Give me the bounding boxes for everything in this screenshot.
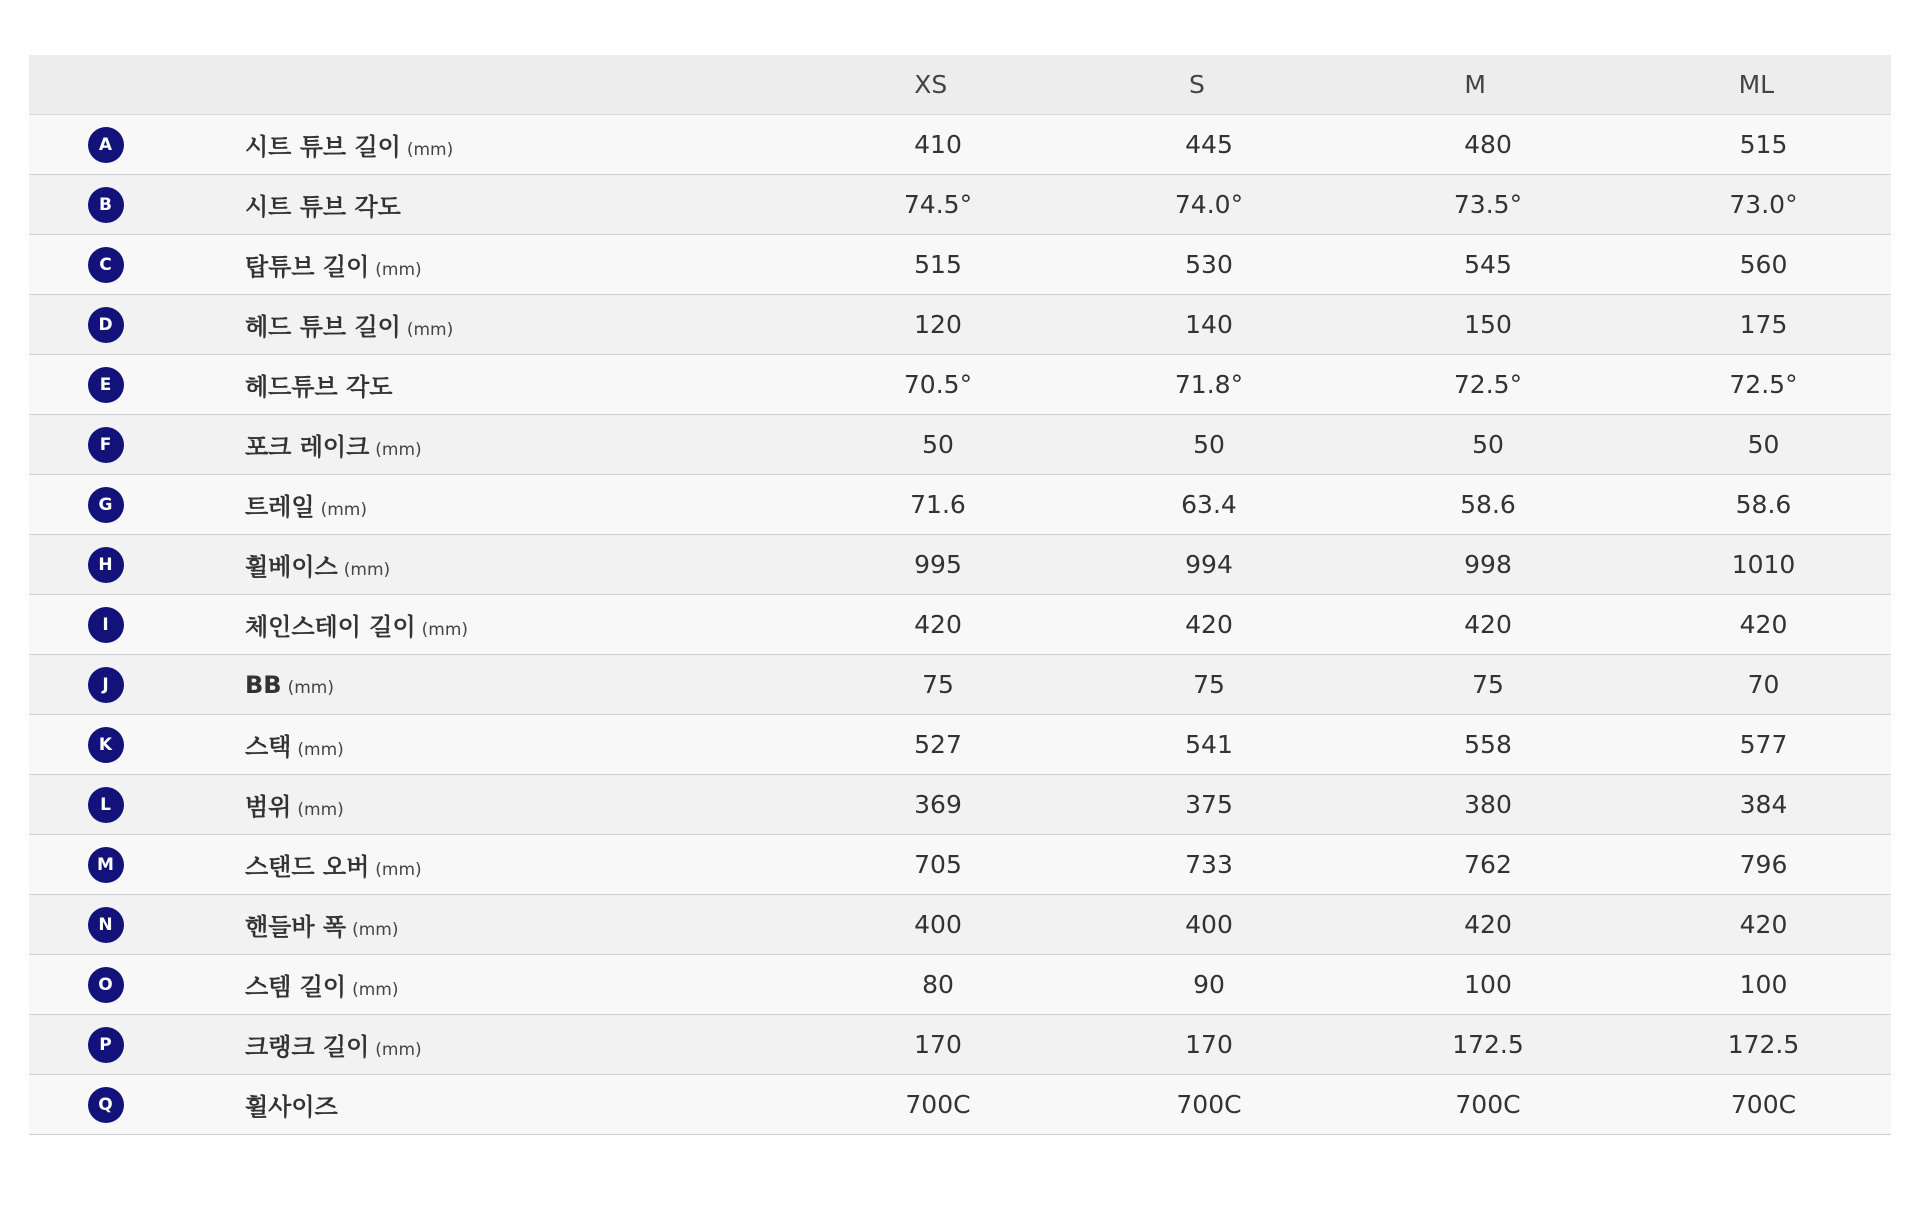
- measurement-letter-badge: J: [88, 667, 124, 703]
- measurement-unit: (mm): [287, 677, 334, 698]
- row-badge-cell: [29, 787, 182, 823]
- value-cell-xs: 400: [914, 910, 962, 939]
- value-cell-s: 541: [1185, 730, 1233, 759]
- measurement-name: 탑튜브 길이: [245, 253, 370, 281]
- measurement-unit: (mm): [375, 440, 422, 460]
- row-badge-cell: [29, 307, 182, 343]
- row-badge-cell: [29, 727, 182, 763]
- measurement-letter-badge: Q: [88, 1087, 124, 1123]
- row-label-cell: [182, 547, 798, 582]
- row-label-cell: [182, 487, 798, 522]
- measurement-name: 스탠드 오버: [245, 853, 370, 881]
- measurement-letter-badge: M: [88, 847, 124, 883]
- measurement-unit: (mm): [421, 620, 469, 640]
- value-cell-s: 445: [1185, 130, 1233, 159]
- value-cell-s: 530: [1185, 250, 1233, 279]
- column-header-xs: XS: [914, 70, 948, 99]
- table-row: [29, 175, 1891, 235]
- row-badge-cell: [29, 127, 182, 163]
- measurement-name: 스템 길이: [245, 973, 347, 1001]
- value-cell-s: 90: [1193, 970, 1225, 999]
- measurement-letter-badge: N: [88, 907, 124, 943]
- measurement-name: 포크 레이크: [245, 433, 370, 461]
- table-row: [29, 415, 1891, 475]
- row-badge-cell: [29, 187, 182, 223]
- value-cell-xs: 50: [922, 430, 954, 459]
- column-header-m: M: [1464, 70, 1486, 99]
- value-cell-ml: 1010: [1731, 550, 1796, 579]
- row-label-cell: [182, 127, 798, 162]
- measurement-name: 트레일: [245, 493, 315, 521]
- measurement-name: 헤드 튜브 길이: [245, 313, 401, 341]
- table-row: [29, 835, 1891, 895]
- value-cell-ml: 100: [1739, 970, 1788, 999]
- value-cell-ml: 72.5°: [1729, 370, 1798, 399]
- value-cell-m: 50: [1472, 430, 1504, 459]
- value-cell-ml: 577: [1739, 730, 1788, 759]
- row-label-cell: [182, 671, 798, 699]
- measurement-name: 핸들바 폭: [245, 913, 347, 941]
- value-cell-m: 480: [1464, 130, 1512, 159]
- geometry-table: [29, 55, 1891, 1135]
- value-cell-ml: 384: [1739, 790, 1788, 819]
- value-cell-ml: 796: [1739, 850, 1788, 879]
- value-cell-ml: 50: [1747, 430, 1780, 459]
- value-cell-xs: 527: [914, 730, 962, 759]
- measurement-letter-badge: F: [88, 427, 124, 463]
- value-cell-m: 58.6: [1460, 490, 1516, 519]
- table-row: [29, 475, 1891, 535]
- value-cell-xs: 120: [914, 310, 962, 339]
- value-cell-xs: 75: [922, 670, 954, 699]
- measurement-unit: (mm): [297, 740, 344, 760]
- measurement-letter-badge: P: [88, 1027, 124, 1063]
- value-cell-ml: 560: [1739, 250, 1788, 279]
- measurement-name: 휠베이스: [245, 553, 338, 581]
- row-label-cell: [182, 1027, 798, 1062]
- measurement-letter-badge: C: [88, 247, 124, 283]
- value-cell-m: 700C: [1455, 1090, 1521, 1119]
- table-body: [29, 115, 1891, 1135]
- row-label-cell: [182, 1087, 798, 1122]
- value-cell-s: 733: [1185, 850, 1233, 879]
- row-badge-cell: [29, 247, 182, 283]
- measurement-letter-badge: A: [88, 127, 124, 163]
- value-cell-m: 72.5°: [1453, 370, 1523, 399]
- table-row: [29, 955, 1891, 1015]
- row-label-cell: [182, 427, 798, 462]
- measurement-letter-badge: H: [88, 547, 124, 583]
- row-label-cell: [182, 367, 798, 402]
- value-cell-xs: 515: [914, 250, 962, 279]
- measurement-letter-badge: E: [88, 367, 124, 403]
- measurement-name: 크랭크 길이: [245, 1033, 370, 1061]
- value-cell-xs: 170: [914, 1030, 962, 1059]
- value-cell-s: 140: [1185, 310, 1233, 339]
- column-header-ml: ML: [1738, 70, 1775, 99]
- value-cell-m: 420: [1464, 610, 1512, 639]
- value-cell-ml: 73.0°: [1729, 190, 1798, 219]
- value-cell-s: 400: [1185, 910, 1233, 939]
- table-header-row: [29, 55, 1891, 115]
- table-row: [29, 1015, 1891, 1075]
- row-badge-cell: [29, 487, 182, 523]
- measurement-letter-badge: K: [88, 727, 124, 763]
- measurement-unit: (mm): [406, 320, 454, 340]
- measurement-unit: (mm): [343, 560, 391, 580]
- value-cell-ml: 175: [1739, 310, 1788, 339]
- value-cell-xs: 70.5°: [903, 370, 973, 399]
- value-cell-m: 150: [1464, 310, 1512, 339]
- row-label-cell: [182, 907, 798, 942]
- measurement-unit: (mm): [297, 800, 344, 820]
- row-label-cell: [182, 187, 798, 222]
- value-cell-m: 380: [1464, 790, 1512, 819]
- value-cell-m: 420: [1464, 910, 1512, 939]
- measurement-name: 스택: [245, 733, 292, 761]
- row-label-cell: [182, 307, 798, 342]
- value-cell-m: 558: [1464, 730, 1512, 759]
- measurement-name: 범위: [245, 793, 292, 821]
- value-cell-s: 71.8°: [1174, 370, 1244, 399]
- value-cell-s: 74.0°: [1174, 190, 1244, 219]
- measurement-unit: (mm): [320, 500, 367, 520]
- row-label-cell: [182, 607, 798, 642]
- value-cell-ml: 515: [1739, 130, 1788, 159]
- row-label-cell: [182, 787, 798, 822]
- row-label-cell: [182, 247, 798, 282]
- row-badge-cell: [29, 847, 182, 883]
- measurement-name: 헤드튜브 각도: [245, 373, 393, 401]
- value-cell-s: 50: [1193, 430, 1225, 459]
- measurement-name: 체인스테이 길이: [245, 613, 416, 641]
- value-cell-s: 375: [1185, 790, 1233, 819]
- value-cell-ml: 70: [1747, 670, 1780, 699]
- row-badge-cell: [29, 667, 182, 703]
- value-cell-xs: 410: [914, 130, 962, 159]
- table-row: [29, 715, 1891, 775]
- measurement-name: 시트 튜브 길이: [245, 133, 401, 161]
- measurement-letter-badge: G: [88, 487, 124, 523]
- value-cell-ml: 420: [1739, 610, 1788, 639]
- row-label-cell: [182, 847, 798, 882]
- value-cell-m: 172.5: [1452, 1030, 1524, 1059]
- value-cell-xs: 74.5°: [903, 190, 973, 219]
- measurement-letter-badge: D: [88, 307, 124, 343]
- measurement-unit: (mm): [375, 1040, 422, 1060]
- measurement-unit: (mm): [352, 980, 399, 1000]
- table-row: [29, 595, 1891, 655]
- value-cell-s: 420: [1185, 610, 1233, 639]
- table-row: [29, 895, 1891, 955]
- value-cell-ml: 420: [1739, 910, 1788, 939]
- measurement-unit: (mm): [406, 140, 454, 160]
- measurement-letter-badge: I: [88, 607, 124, 643]
- value-cell-xs: 80: [922, 970, 954, 999]
- row-badge-cell: [29, 547, 182, 583]
- table-row: [29, 355, 1891, 415]
- value-cell-s: 63.4: [1181, 490, 1237, 519]
- value-cell-s: 994: [1185, 550, 1233, 579]
- row-badge-cell: [29, 1087, 182, 1123]
- value-cell-m: 762: [1464, 850, 1512, 879]
- measurement-unit: (mm): [352, 920, 399, 940]
- column-header-s: S: [1189, 70, 1205, 99]
- value-cell-xs: 995: [914, 550, 962, 579]
- measurement-unit: (mm): [375, 860, 422, 880]
- value-cell-xs: 71.6: [910, 490, 966, 519]
- value-cell-xs: 369: [914, 790, 962, 819]
- value-cell-ml: 58.6: [1735, 490, 1792, 519]
- measurement-name: 시트 튜브 각도: [245, 193, 401, 221]
- measurement-unit: (mm): [375, 260, 422, 280]
- value-cell-m: 545: [1464, 250, 1512, 279]
- row-badge-cell: [29, 367, 182, 403]
- value-cell-m: 998: [1464, 550, 1512, 579]
- measurement-letter-badge: L: [88, 787, 124, 823]
- measurement-letter-badge: O: [88, 967, 124, 1003]
- table-row: [29, 655, 1891, 715]
- value-cell-ml: 172.5: [1727, 1030, 1800, 1059]
- measurement-name: BB: [245, 670, 282, 699]
- measurement-letter-badge: B: [88, 187, 124, 223]
- row-label-cell: [182, 727, 798, 762]
- table-row: [29, 775, 1891, 835]
- value-cell-xs: 700C: [905, 1090, 971, 1119]
- value-cell-xs: 705: [914, 850, 962, 879]
- value-cell-s: 700C: [1176, 1090, 1242, 1119]
- value-cell-m: 100: [1464, 970, 1512, 999]
- table-row: [29, 1075, 1891, 1135]
- row-badge-cell: [29, 967, 182, 1003]
- value-cell-ml: 700C: [1730, 1090, 1797, 1119]
- table-row: [29, 295, 1891, 355]
- measurement-name: 휠사이즈: [245, 1093, 338, 1121]
- value-cell-s: 170: [1185, 1030, 1233, 1059]
- row-badge-cell: [29, 1027, 182, 1063]
- row-label-cell: [182, 967, 798, 1002]
- row-badge-cell: [29, 427, 182, 463]
- value-cell-m: 73.5°: [1453, 190, 1523, 219]
- row-badge-cell: [29, 907, 182, 943]
- value-cell-m: 75: [1472, 670, 1504, 699]
- row-badge-cell: [29, 607, 182, 643]
- table-row: [29, 535, 1891, 595]
- table-row: [29, 115, 1891, 175]
- value-cell-xs: 420: [914, 610, 962, 639]
- table-row: [29, 235, 1891, 295]
- value-cell-s: 75: [1193, 670, 1225, 699]
